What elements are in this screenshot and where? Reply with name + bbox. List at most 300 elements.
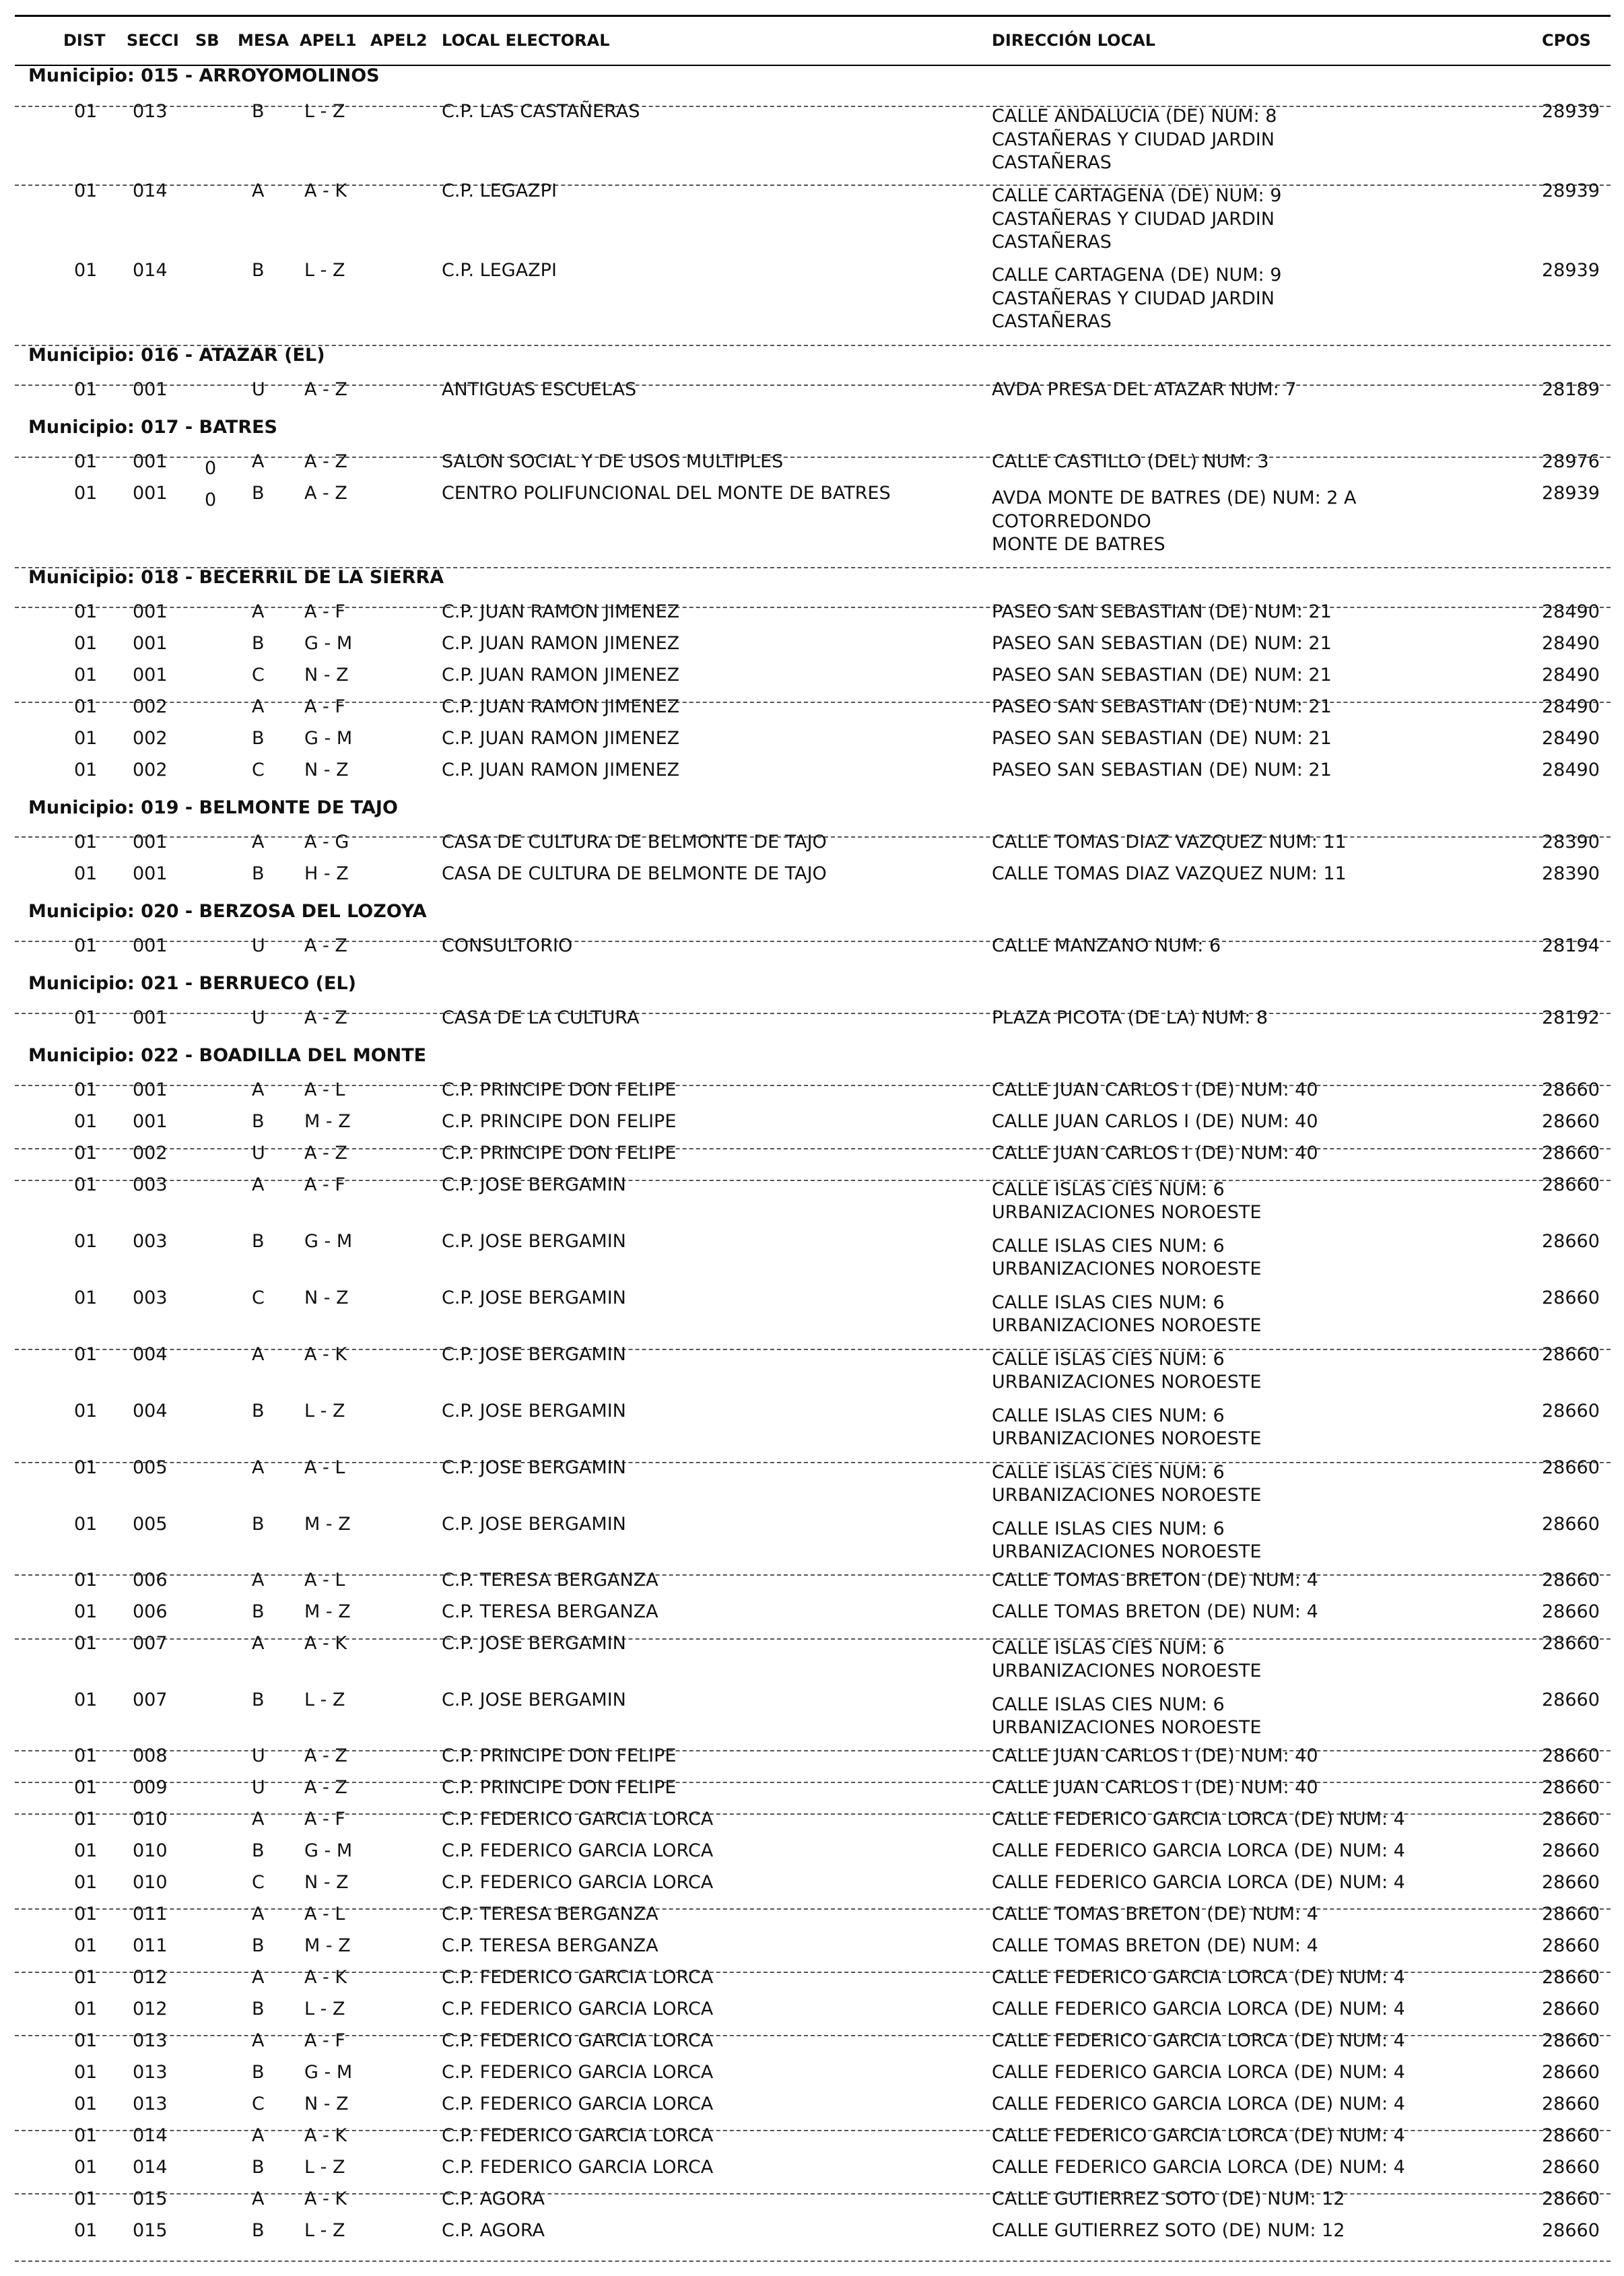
cell-direccion-line: CALLE FEDERICO GARCIA LORCA (DE) NUM: 4 xyxy=(992,2094,1405,2114)
cell-mesa: U xyxy=(252,935,265,956)
cell-apel1: A - G xyxy=(304,832,349,852)
cell-dist: 01 xyxy=(74,1633,98,1654)
municipio-heading: Municipio: 020 - BERZOSA DEL LOZOYA xyxy=(28,901,427,922)
cell-local-electoral: C.P. JUAN RAMON JIMENEZ xyxy=(442,728,680,749)
cell-cpos: 28660 xyxy=(1542,1111,1600,1132)
cell-mesa: U xyxy=(252,1777,265,1798)
cell-cpos: 28660 xyxy=(1542,1633,1600,1654)
cell-local-electoral: C.P. JOSE BERGAMIN xyxy=(442,1633,626,1654)
cell-apel1: M - Z xyxy=(304,1935,351,1956)
cell-direccion-line: CALLE GUTIERREZ SOTO (DE) NUM: 12 xyxy=(992,2220,1345,2241)
cell-direccion-line: URBANIZACIONES NOROESTE xyxy=(992,1428,1262,1449)
cell-secci: 007 xyxy=(133,1689,168,1710)
header-sb: SB xyxy=(195,31,219,50)
cell-secci: 014 xyxy=(133,2157,168,2178)
cell-dist: 01 xyxy=(74,1570,98,1591)
cell-cpos: 28660 xyxy=(1542,1457,1600,1478)
cell-dist: 01 xyxy=(74,2062,98,2083)
cell-direccion-line: AVDA MONTE DE BATRES (DE) NUM: 2 A xyxy=(992,488,1357,508)
cell-direccion-line: CALLE MANZANO NUM: 6 xyxy=(992,935,1221,956)
cell-secci: 002 xyxy=(133,760,168,780)
cell-local-electoral: CENTRO POLIFUNCIONAL DEL MONTE DE BATRES xyxy=(442,483,891,504)
cell-secci: 010 xyxy=(133,1872,168,1893)
cell-dist: 01 xyxy=(74,2188,98,2209)
cell-cpos: 28490 xyxy=(1542,696,1600,717)
cell-cpos: 28660 xyxy=(1542,1935,1600,1956)
cell-apel1: A - L xyxy=(304,1079,345,1100)
cell-cpos: 28660 xyxy=(1542,1777,1600,1798)
cell-local-electoral: C.P. FEDERICO GARCIA LORCA xyxy=(442,2030,714,2051)
cell-secci: 004 xyxy=(133,1401,168,1421)
cell-dist: 01 xyxy=(74,2157,98,2178)
cell-apel1: G - M xyxy=(304,2062,353,2083)
cell-direccion-line: CALLE TOMAS BRETON (DE) NUM: 4 xyxy=(992,1601,1318,1622)
cell-local-electoral: C.P. JOSE BERGAMIN xyxy=(442,1287,626,1308)
cell-direccion-line: URBANIZACIONES NOROESTE xyxy=(992,1717,1262,1738)
cell-cpos: 28660 xyxy=(1542,1601,1600,1622)
cell-direccion-line: CALLE ANDALUCIA (DE) NUM: 8 xyxy=(992,106,1277,127)
cell-local-electoral: C.P. FEDERICO GARCIA LORCA xyxy=(442,1872,714,1893)
cell-mesa: A xyxy=(252,1570,265,1591)
cell-dist: 01 xyxy=(74,633,98,654)
cell-local-electoral: C.P. TERESA BERGANZA xyxy=(442,1935,658,1956)
cell-mesa: C xyxy=(252,665,265,685)
cell-dist: 01 xyxy=(74,1344,98,1365)
cell-secci: 014 xyxy=(133,260,168,281)
cell-direccion-line: PASEO SAN SEBASTIAN (DE) NUM: 21 xyxy=(992,728,1332,749)
cell-apel1: N - Z xyxy=(304,760,349,780)
cell-direccion-line: URBANIZACIONES NOROESTE xyxy=(992,1485,1262,1506)
cell-cpos: 28189 xyxy=(1542,379,1600,400)
cell-mesa: A xyxy=(252,832,265,852)
cell-direccion-line: CALLE TOMAS BRETON (DE) NUM: 4 xyxy=(992,1904,1318,1924)
cell-apel1: A - K xyxy=(304,180,347,201)
cell-dist: 01 xyxy=(74,451,98,472)
top-rule xyxy=(15,15,1611,17)
cell-secci: 013 xyxy=(133,2094,168,2114)
cell-apel1: A - Z xyxy=(304,935,347,956)
cell-secci: 001 xyxy=(133,863,168,884)
cell-mesa: A xyxy=(252,1457,265,1478)
cell-direccion-line: CALLE TOMAS DIAZ VAZQUEZ NUM: 11 xyxy=(992,832,1347,852)
cell-secci: 001 xyxy=(133,633,168,654)
cell-direccion-line: CALLE JUAN CARLOS I (DE) NUM: 40 xyxy=(992,1111,1318,1132)
cell-direccion-line: CASTAÑERAS Y CIUDAD JARDIN xyxy=(992,288,1275,309)
cell-secci: 011 xyxy=(133,1904,168,1924)
cell-direccion-line: PASEO SAN SEBASTIAN (DE) NUM: 21 xyxy=(992,760,1332,780)
cell-apel1: A - K xyxy=(304,2125,347,2146)
cell-mesa: A xyxy=(252,1633,265,1654)
cell-mesa: B xyxy=(252,483,265,504)
cell-mesa: U xyxy=(252,1143,265,1164)
cell-local-electoral: C.P. FEDERICO GARCIA LORCA xyxy=(442,2125,714,2146)
cell-direccion-line: CALLE JUAN CARLOS I (DE) NUM: 40 xyxy=(992,1079,1318,1100)
cell-apel1: A - Z xyxy=(304,451,347,472)
cell-mesa: B xyxy=(252,2157,265,2178)
cell-secci: 001 xyxy=(133,1079,168,1100)
cell-cpos: 28660 xyxy=(1542,1689,1600,1710)
cell-direccion-line: PASEO SAN SEBASTIAN (DE) NUM: 21 xyxy=(992,633,1332,654)
cell-dist: 01 xyxy=(74,1999,98,2019)
cell-apel1: G - M xyxy=(304,1840,353,1861)
cell-dist: 01 xyxy=(74,1601,98,1622)
cell-dist: 01 xyxy=(74,601,98,622)
cell-secci: 001 xyxy=(133,832,168,852)
cell-mesa: A xyxy=(252,1809,265,1830)
cell-mesa: B xyxy=(252,101,265,122)
cell-direccion-line: CALLE ISLAS CIES NUM: 6 xyxy=(992,1405,1225,1426)
cell-direccion-line: CALLE ISLAS CIES NUM: 6 xyxy=(992,1462,1225,1483)
cell-secci: 001 xyxy=(133,665,168,685)
cell-secci: 001 xyxy=(133,935,168,956)
cell-secci: 002 xyxy=(133,728,168,749)
cell-cpos: 28939 xyxy=(1542,180,1600,201)
cell-secci: 008 xyxy=(133,1745,168,1766)
cell-cpos: 28490 xyxy=(1542,665,1600,685)
cell-local-electoral: C.P. FEDERICO GARCIA LORCA xyxy=(442,2094,714,2114)
cell-secci: 005 xyxy=(133,1514,168,1535)
cell-dist: 01 xyxy=(74,1111,98,1132)
cell-apel1: M - Z xyxy=(304,1111,351,1132)
cell-cpos: 28490 xyxy=(1542,601,1600,622)
cell-secci: 001 xyxy=(133,601,168,622)
cell-local-electoral: C.P. TERESA BERGANZA xyxy=(442,1601,658,1622)
cell-dist: 01 xyxy=(74,832,98,852)
cell-direccion-line: COTORREDONDO xyxy=(992,511,1151,532)
cell-direccion-line: CALLE GUTIERREZ SOTO (DE) NUM: 12 xyxy=(992,2188,1345,2209)
cell-local-electoral: C.P. PRINCIPE DON FELIPE xyxy=(442,1111,677,1132)
cell-apel1: A - F xyxy=(304,1809,345,1830)
cell-secci: 012 xyxy=(133,1999,168,2019)
cell-mesa: U xyxy=(252,1007,265,1028)
cell-direccion-line: CALLE FEDERICO GARCIA LORCA (DE) NUM: 4 xyxy=(992,1809,1405,1830)
cell-cpos: 28660 xyxy=(1542,1745,1600,1766)
cell-mesa: C xyxy=(252,760,265,780)
cell-dist: 01 xyxy=(74,101,98,122)
cell-cpos: 28660 xyxy=(1542,1999,1600,2019)
cell-local-electoral: C.P. PRINCIPE DON FELIPE xyxy=(442,1777,677,1798)
cell-local-electoral: ANTIGUAS ESCUELAS xyxy=(442,379,637,400)
header-local-electoral: LOCAL ELECTORAL xyxy=(442,31,610,50)
cell-apel1: M - Z xyxy=(304,1514,351,1535)
cell-direccion-line: CALLE FEDERICO GARCIA LORCA (DE) NUM: 4 xyxy=(992,2030,1405,2051)
cell-direccion-line: CALLE CARTAGENA (DE) NUM: 9 xyxy=(992,265,1282,286)
cell-apel1: A - Z xyxy=(304,1777,347,1798)
cell-dist: 01 xyxy=(74,665,98,685)
cell-secci: 007 xyxy=(133,1633,168,1654)
cell-dist: 01 xyxy=(74,935,98,956)
cell-local-electoral: C.P. AGORA xyxy=(442,2188,545,2209)
cell-cpos: 28660 xyxy=(1542,1079,1600,1100)
cell-apel1: L - Z xyxy=(304,1401,345,1421)
cell-cpos: 28660 xyxy=(1542,2188,1600,2209)
cell-secci: 009 xyxy=(133,1777,168,1798)
cell-dist: 01 xyxy=(74,1287,98,1308)
municipio-heading: Municipio: 017 - BATRES xyxy=(28,417,277,438)
cell-cpos: 28660 xyxy=(1542,1344,1600,1365)
cell-direccion-line: AVDA PRESA DEL ATAZAR NUM: 7 xyxy=(992,379,1297,400)
cell-direccion-line: URBANIZACIONES NOROESTE xyxy=(992,1202,1262,1223)
municipio-heading: Municipio: 021 - BERRUECO (EL) xyxy=(28,973,356,994)
cell-cpos: 28660 xyxy=(1542,2125,1600,2146)
cell-secci: 001 xyxy=(133,451,168,472)
cell-local-electoral: CASA DE LA CULTURA xyxy=(442,1007,640,1028)
cell-direccion-line: CASTAÑERAS xyxy=(992,311,1112,332)
municipio-heading: Municipio: 018 - BECERRIL DE LA SIERRA xyxy=(28,567,444,588)
cell-cpos: 28660 xyxy=(1542,1840,1600,1861)
cell-dist: 01 xyxy=(74,1967,98,1988)
cell-local-electoral: C.P. JOSE BERGAMIN xyxy=(442,1514,626,1535)
cell-local-electoral: C.P. PRINCIPE DON FELIPE xyxy=(442,1745,677,1766)
cell-direccion-line: PASEO SAN SEBASTIAN (DE) NUM: 21 xyxy=(992,601,1332,622)
cell-mesa: A xyxy=(252,1079,265,1100)
cell-dist: 01 xyxy=(74,2030,98,2051)
cell-direccion-line: CALLE FEDERICO GARCIA LORCA (DE) NUM: 4 xyxy=(992,1840,1405,1861)
dashed-separator xyxy=(15,2261,1611,2262)
cell-secci: 013 xyxy=(133,2030,168,2051)
cell-secci: 003 xyxy=(133,1231,168,1252)
cell-local-electoral: CASA DE CULTURA DE BELMONTE DE TAJO xyxy=(442,863,827,884)
cell-local-electoral: C.P. LAS CASTAÑERAS xyxy=(442,101,640,122)
cell-cpos: 28939 xyxy=(1542,101,1600,122)
cell-local-electoral: C.P. JOSE BERGAMIN xyxy=(442,1401,626,1421)
cell-local-electoral: C.P. PRINCIPE DON FELIPE xyxy=(442,1143,677,1164)
cell-mesa: B xyxy=(252,1111,265,1132)
cell-secci: 015 xyxy=(133,2188,168,2209)
cell-mesa: A xyxy=(252,1967,265,1988)
cell-mesa: B xyxy=(252,1231,265,1252)
cell-apel1: A - L xyxy=(304,1570,345,1591)
cell-secci: 002 xyxy=(133,1143,168,1164)
cell-local-electoral: C.P. TERESA BERGANZA xyxy=(442,1904,658,1924)
cell-local-electoral: C.P. JUAN RAMON JIMENEZ xyxy=(442,601,680,622)
cell-dist: 01 xyxy=(74,260,98,281)
cell-cpos: 28660 xyxy=(1542,1401,1600,1421)
cell-mesa: B xyxy=(252,1999,265,2019)
cell-secci: 013 xyxy=(133,2062,168,2083)
cell-mesa: U xyxy=(252,379,265,400)
cell-secci: 010 xyxy=(133,1840,168,1861)
cell-cpos: 28660 xyxy=(1542,1904,1600,1924)
cell-dist: 01 xyxy=(74,2220,98,2241)
cell-dist: 01 xyxy=(74,2125,98,2146)
cell-mesa: B xyxy=(252,863,265,884)
cell-direccion-line: CASTAÑERAS Y CIUDAD JARDIN xyxy=(992,129,1275,150)
cell-local-electoral: C.P. AGORA xyxy=(442,2220,545,2241)
cell-dist: 01 xyxy=(74,1079,98,1100)
cell-dist: 01 xyxy=(74,696,98,717)
cell-cpos: 28660 xyxy=(1542,1809,1600,1830)
cell-cpos: 28390 xyxy=(1542,832,1600,852)
cell-apel1: A - L xyxy=(304,1904,345,1924)
cell-dist: 01 xyxy=(74,1514,98,1535)
cell-dist: 01 xyxy=(74,1007,98,1028)
cell-apel1: L - Z xyxy=(304,2220,345,2241)
cell-dist: 01 xyxy=(74,1457,98,1478)
municipio-heading: Municipio: 022 - BOADILLA DEL MONTE xyxy=(28,1045,427,1066)
cell-local-electoral: C.P. JOSE BERGAMIN xyxy=(442,1344,626,1365)
cell-mesa: A xyxy=(252,1344,265,1365)
cell-cpos: 28660 xyxy=(1542,1872,1600,1893)
cell-direccion-line: CALLE TOMAS BRETON (DE) NUM: 4 xyxy=(992,1935,1318,1956)
cell-direccion-line: CALLE ISLAS CIES NUM: 6 xyxy=(992,1292,1225,1313)
cell-local-electoral: C.P. TERESA BERGANZA xyxy=(442,1570,658,1591)
cell-apel1: L - Z xyxy=(304,1689,345,1710)
cell-secci: 004 xyxy=(133,1344,168,1365)
cell-mesa: B xyxy=(252,1840,265,1861)
cell-secci: 015 xyxy=(133,2220,168,2241)
cell-dist: 01 xyxy=(74,1935,98,1956)
cell-apel1: N - Z xyxy=(304,2094,349,2114)
cell-direccion-line: URBANIZACIONES NOROESTE xyxy=(992,1372,1262,1393)
cell-local-electoral: C.P. FEDERICO GARCIA LORCA xyxy=(442,1809,714,1830)
cell-mesa: A xyxy=(252,2125,265,2146)
header-secci: SECCI xyxy=(127,31,179,50)
cell-local-electoral: C.P. FEDERICO GARCIA LORCA xyxy=(442,2062,714,2083)
cell-cpos: 28192 xyxy=(1542,1007,1600,1028)
cell-apel1: A - Z xyxy=(304,1007,347,1028)
cell-local-electoral: C.P. JOSE BERGAMIN xyxy=(442,1174,626,1195)
cell-dist: 01 xyxy=(74,180,98,201)
cell-direccion-line: CALLE ISLAS CIES NUM: 6 xyxy=(992,1236,1225,1257)
cell-local-electoral: C.P. FEDERICO GARCIA LORCA xyxy=(442,2157,714,2178)
cell-direccion-line: CALLE ISLAS CIES NUM: 6 xyxy=(992,1179,1225,1200)
cell-secci: 003 xyxy=(133,1287,168,1308)
cell-mesa: A xyxy=(252,451,265,472)
cell-secci: 013 xyxy=(133,101,168,122)
cell-secci: 002 xyxy=(133,696,168,717)
cell-dist: 01 xyxy=(74,760,98,780)
cell-cpos: 28660 xyxy=(1542,1174,1600,1195)
cell-dist: 01 xyxy=(74,1777,98,1798)
cell-mesa: B xyxy=(252,1689,265,1710)
cell-dist: 01 xyxy=(74,863,98,884)
cell-dist: 01 xyxy=(74,1872,98,1893)
cell-apel1: A - K xyxy=(304,2188,347,2209)
cell-direccion-line: URBANIZACIONES NOROESTE xyxy=(992,1259,1262,1279)
cell-local-electoral: C.P. JUAN RAMON JIMENEZ xyxy=(442,760,680,780)
cell-mesa: A xyxy=(252,2188,265,2209)
cell-apel1: L - Z xyxy=(304,1999,345,2019)
cell-local-electoral: C.P. LEGAZPI xyxy=(442,260,557,281)
cell-apel1: A - F xyxy=(304,2030,345,2051)
cell-cpos: 28660 xyxy=(1542,1287,1600,1308)
cell-apel1: A - K xyxy=(304,1967,347,1988)
cell-direccion-line: URBANIZACIONES NOROESTE xyxy=(992,1661,1262,1681)
cell-local-electoral: SALON SOCIAL Y DE USOS MULTIPLES xyxy=(442,451,784,472)
cell-dist: 01 xyxy=(74,1143,98,1164)
header-cpos: CPOS xyxy=(1542,31,1591,50)
cell-direccion-line: CALLE ISLAS CIES NUM: 6 xyxy=(992,1349,1225,1370)
cell-mesa: B xyxy=(252,1935,265,1956)
cell-secci: 014 xyxy=(133,2125,168,2146)
cell-apel1: A - Z xyxy=(304,379,347,400)
cell-local-electoral: C.P. PRINCIPE DON FELIPE xyxy=(442,1079,677,1100)
cell-secci: 001 xyxy=(133,1111,168,1132)
cell-dist: 01 xyxy=(74,1174,98,1195)
cell-mesa: A xyxy=(252,601,265,622)
cell-secci: 006 xyxy=(133,1570,168,1591)
cell-mesa: C xyxy=(252,1872,265,1893)
cell-direccion-line: PLAZA PICOTA (DE LA) NUM: 8 xyxy=(992,1007,1268,1028)
cell-local-electoral: CASA DE CULTURA DE BELMONTE DE TAJO xyxy=(442,832,827,852)
cell-secci: 001 xyxy=(133,1007,168,1028)
municipio-heading: Municipio: 019 - BELMONTE DE TAJO xyxy=(28,797,398,818)
cell-mesa: B xyxy=(252,1514,265,1535)
cell-cpos: 28660 xyxy=(1542,1514,1600,1535)
cell-cpos: 28660 xyxy=(1542,1967,1600,1988)
cell-secci: 012 xyxy=(133,1967,168,1988)
cell-dist: 01 xyxy=(74,1401,98,1421)
cell-direccion-line: CASTAÑERAS xyxy=(992,152,1112,173)
cell-mesa: A xyxy=(252,696,265,717)
cell-cpos: 28660 xyxy=(1542,1143,1600,1164)
cell-direccion-line: MONTE DE BATRES xyxy=(992,534,1165,555)
cell-apel1: A - F xyxy=(304,601,345,622)
cell-mesa: B xyxy=(252,728,265,749)
cell-direccion-line: CALLE TOMAS BRETON (DE) NUM: 4 xyxy=(992,1570,1318,1591)
cell-direccion-line: CASTAÑERAS xyxy=(992,232,1112,253)
cell-dist: 01 xyxy=(74,1689,98,1710)
cell-apel1: M - Z xyxy=(304,1601,351,1622)
cell-apel1: L - Z xyxy=(304,2157,345,2178)
cell-direccion-line: URBANIZACIONES NOROESTE xyxy=(992,1541,1262,1562)
cell-direccion-line: PASEO SAN SEBASTIAN (DE) NUM: 21 xyxy=(992,665,1332,685)
cell-sb: 0 xyxy=(205,490,217,510)
cell-secci: 003 xyxy=(133,1174,168,1195)
cell-apel1: G - M xyxy=(304,1231,353,1252)
cell-apel1: N - Z xyxy=(304,1872,349,1893)
cell-local-electoral: C.P. FEDERICO GARCIA LORCA xyxy=(442,1840,714,1861)
cell-dist: 01 xyxy=(74,483,98,504)
cell-cpos: 28490 xyxy=(1542,633,1600,654)
municipio-heading: Municipio: 015 - ARROYOMOLINOS xyxy=(28,65,380,86)
cell-cpos: 28660 xyxy=(1542,1570,1600,1591)
header-direccion-local: DIRECCIÓN LOCAL xyxy=(992,31,1156,50)
cell-mesa: B xyxy=(252,633,265,654)
cell-secci: 006 xyxy=(133,1601,168,1622)
cell-direccion-line: CALLE JUAN CARLOS I (DE) NUM: 40 xyxy=(992,1143,1318,1164)
header-apel1: APEL1 xyxy=(300,31,357,50)
cell-mesa: C xyxy=(252,2094,265,2114)
cell-dist: 01 xyxy=(74,2094,98,2114)
cell-cpos: 28660 xyxy=(1542,2062,1600,2083)
cell-secci: 011 xyxy=(133,1935,168,1956)
header-apel2: APEL2 xyxy=(370,31,428,50)
cell-cpos: 28490 xyxy=(1542,728,1600,749)
cell-direccion-line: CALLE ISLAS CIES NUM: 6 xyxy=(992,1518,1225,1539)
cell-local-electoral: C.P. JOSE BERGAMIN xyxy=(442,1231,626,1252)
cell-local-electoral: C.P. JOSE BERGAMIN xyxy=(442,1689,626,1710)
header-mesa: MESA xyxy=(238,31,290,50)
cell-apel1: A - Z xyxy=(304,483,347,504)
cell-local-electoral: C.P. JUAN RAMON JIMENEZ xyxy=(442,696,680,717)
cell-mesa: C xyxy=(252,1287,265,1308)
cell-cpos: 28660 xyxy=(1542,2220,1600,2241)
cell-direccion-line: CALLE CARTAGENA (DE) NUM: 9 xyxy=(992,185,1282,206)
cell-direccion-line: CALLE FEDERICO GARCIA LORCA (DE) NUM: 4 xyxy=(992,1967,1405,1988)
cell-direccion-line: CALLE FEDERICO GARCIA LORCA (DE) NUM: 4 xyxy=(992,2157,1405,2178)
municipio-heading: Municipio: 016 - ATAZAR (EL) xyxy=(28,345,325,366)
cell-direccion-line: CALLE JUAN CARLOS I (DE) NUM: 40 xyxy=(992,1777,1318,1798)
cell-direccion-line: PASEO SAN SEBASTIAN (DE) NUM: 21 xyxy=(992,696,1332,717)
cell-direccion-line: CASTAÑERAS Y CIUDAD JARDIN xyxy=(992,209,1275,230)
cell-dist: 01 xyxy=(74,1904,98,1924)
cell-local-electoral: C.P. JOSE BERGAMIN xyxy=(442,1457,626,1478)
cell-mesa: A xyxy=(252,1174,265,1195)
cell-apel1: A - F xyxy=(304,696,345,717)
cell-dist: 01 xyxy=(74,1745,98,1766)
